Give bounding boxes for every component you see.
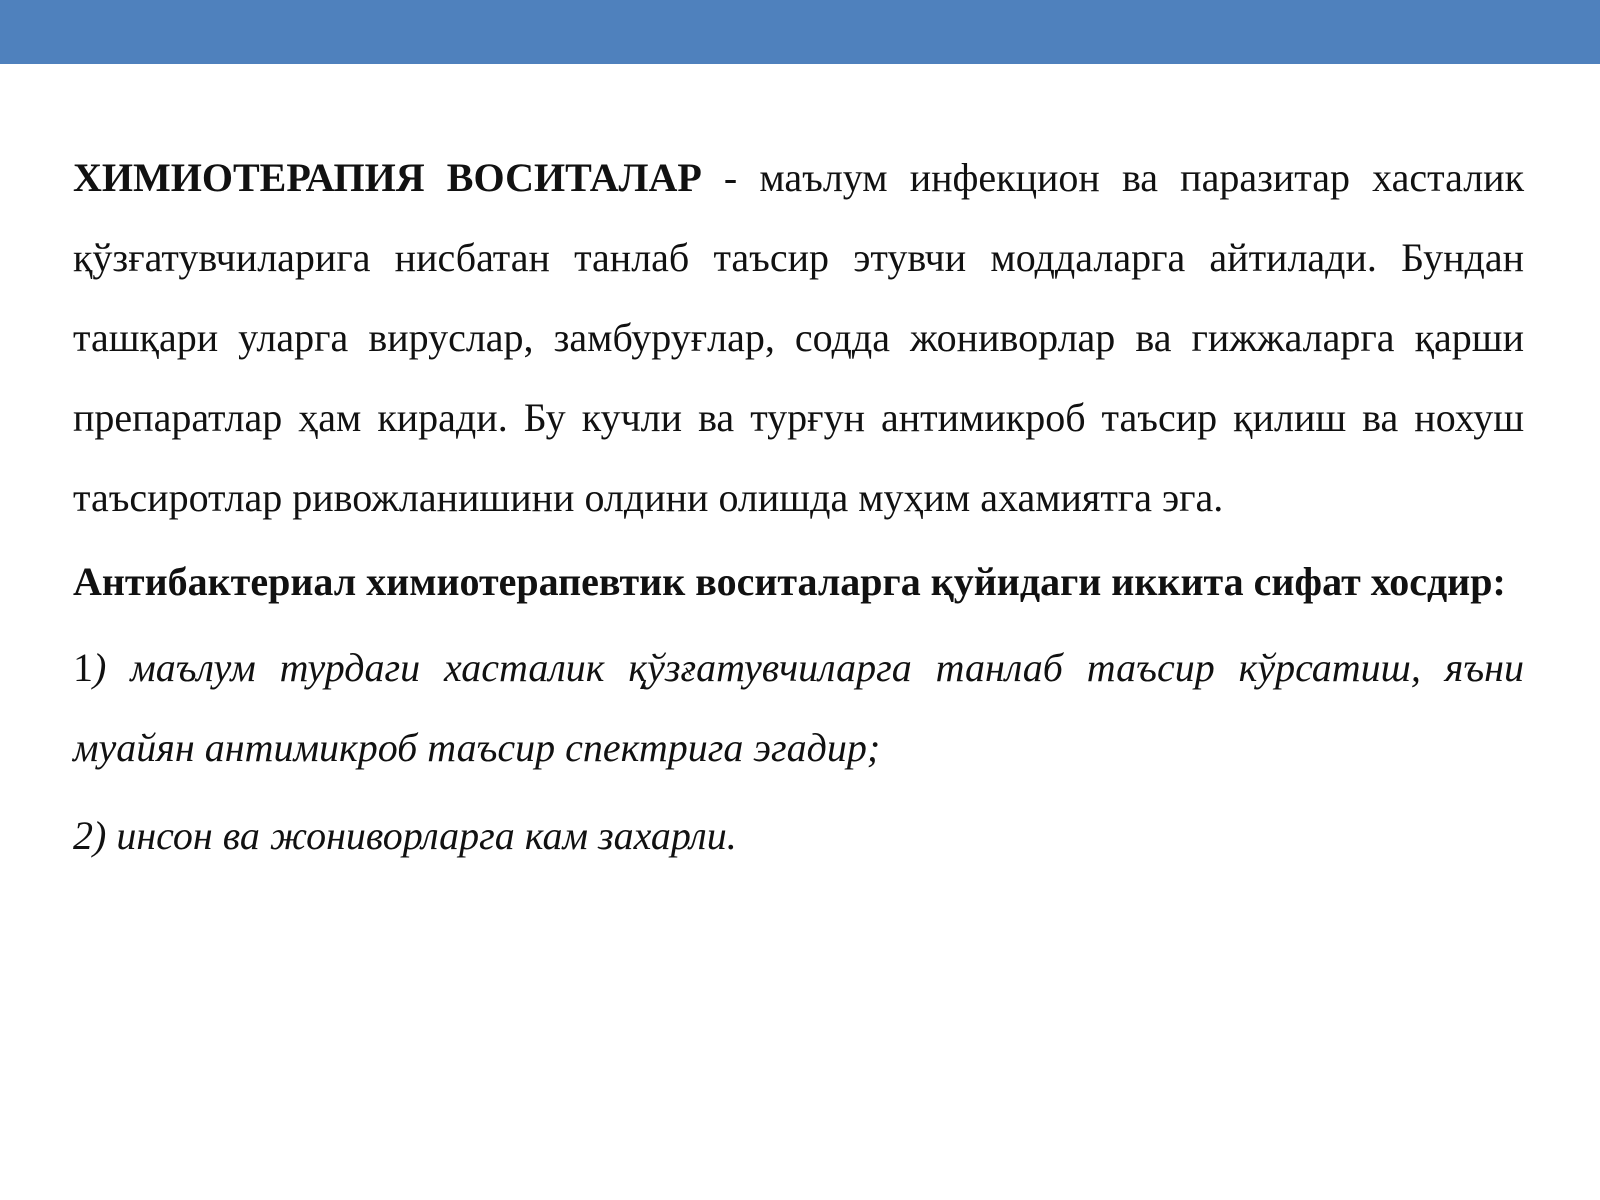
title-bar (0, 0, 1600, 64)
list-item (73, 628, 1524, 788)
section-heading: Антибактериал химиотерапевтик воситаларга қуйидаги иккита сифат хосдир: (73, 559, 1506, 604)
list-item-text: ) маълум турдаги хасталик қўзғатувчиларга танлаб таъсир кўрсатиш, яъни муайян антимикроб таъсир спектрига эгадир; (73, 645, 1524, 770)
definition-separator: - (701, 155, 760, 200)
definition-paragraph (73, 138, 1524, 538)
list-item-number: 1 (73, 645, 93, 690)
definition-text: маълум инфекцион ва паразитар хасталик қўзғатувчиларига нисбатан танлаб таъсир этувчи моддаларга айтилади. Бундан ташқари уларга вируслар, замбуруғлар, содда жониворлар ва гижжаларга қарши препаратлар ҳам киради. Бу кучли ва турғун антимикроб таъсир қилиш ва нохуш таъсиротлар ривожланишини олдини олишда муҳим ахамиятга эга. (73, 155, 1525, 520)
list-item-text: 2) инсон ва жониворларга кам захарли. (73, 813, 737, 858)
slide-body (73, 138, 1524, 876)
definition-term: ХИМИОТЕРАПИЯ ВОСИТАЛАР (73, 155, 702, 200)
list-item (73, 796, 1524, 876)
